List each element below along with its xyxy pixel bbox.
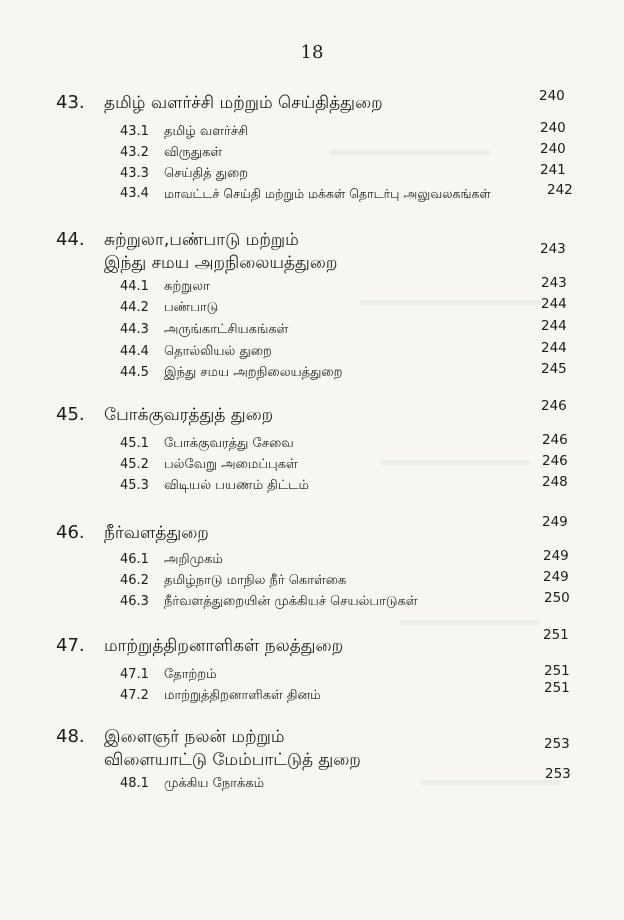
item-number: 43.3	[120, 166, 149, 181]
item-title: போக்குவரத்து சேவை	[164, 436, 294, 451]
item-number: 43.1	[120, 124, 149, 139]
section-title	[104, 522, 209, 545]
item-title: தமிழ் வளர்ச்சி	[164, 124, 249, 139]
item-page: 246	[542, 453, 568, 469]
item-page: 245	[541, 361, 567, 377]
toc-item	[120, 766, 580, 798]
toc-item	[120, 453, 580, 479]
item-number: 45.2	[120, 457, 149, 472]
toc-item	[120, 182, 580, 208]
section-title	[104, 229, 337, 275]
section-number: 43.	[56, 92, 85, 113]
section-page: 246	[541, 398, 567, 414]
toc-item	[120, 663, 580, 689]
item-title: முக்கிய நோக்கம்	[164, 776, 265, 791]
toc-item	[120, 162, 580, 188]
section-number: 47.	[56, 635, 85, 656]
item-page: 244	[541, 296, 567, 312]
item-number: 44.3	[120, 322, 149, 337]
section-title	[104, 404, 273, 427]
item-number: 44.1	[120, 279, 149, 294]
section-number: 44.	[56, 229, 85, 250]
item-title: சுற்றுலா	[164, 279, 210, 294]
item-title: மாற்றுத்திறனாளிகள் தினம்	[164, 688, 321, 703]
item-title: அருங்காட்சியகங்கள்	[164, 322, 289, 337]
item-number: 48.1	[120, 776, 149, 791]
toc-item	[120, 296, 580, 322]
item-number: 47.1	[120, 667, 149, 682]
section-page: 240	[539, 88, 565, 104]
item-page: 249	[543, 569, 569, 585]
section-title-line: மாற்றுத்திறனாளிகள் நலத்துறை	[104, 636, 344, 656]
section-title-line: நீர்வளத்துறை	[104, 523, 209, 543]
item-page: 240	[540, 141, 566, 157]
toc-item	[120, 548, 580, 574]
section-title-line: தமிழ் வளர்ச்சி மற்றும் செய்தித்துறை	[104, 93, 383, 113]
item-title: செய்தித் துறை	[164, 166, 249, 181]
toc-item	[120, 680, 580, 710]
item-page: 251	[544, 663, 570, 679]
item-number: 45.3	[120, 478, 149, 493]
toc-item	[120, 318, 580, 344]
item-title: மாவட்டச் செய்தி மற்றும் மக்கள் தொடர்பு அலுவலகங்கள்	[164, 186, 491, 201]
toc-item	[120, 590, 580, 616]
item-page: 244	[541, 318, 567, 334]
item-page: 248	[542, 474, 568, 490]
item-page: 250	[544, 590, 570, 606]
item-title: விடியல் பயணம் திட்டம்	[164, 478, 309, 493]
section-number: 48.	[56, 726, 85, 747]
page-number: 18	[300, 42, 324, 63]
section-page: 253	[544, 736, 570, 752]
section-title-line: சுற்றுலா,பண்பாடு மற்றும்	[104, 230, 299, 250]
item-title: பண்பாடு	[164, 300, 219, 315]
item-page: 243	[541, 275, 567, 291]
item-number: 47.2	[120, 688, 149, 703]
item-number: 44.4	[120, 344, 149, 359]
item-title: விருதுகள்	[164, 145, 223, 160]
section-title	[104, 726, 361, 772]
section-number: 45.	[56, 404, 85, 425]
item-number: 45.1	[120, 436, 149, 451]
toc-item	[120, 120, 580, 146]
item-title: தோற்றம்	[164, 667, 217, 682]
item-page: 242	[547, 182, 573, 198]
section-title-line: போக்குவரத்துத் துறை	[104, 405, 274, 425]
item-page: 240	[540, 120, 566, 136]
section-title-line: இளைஞர் நலன் மற்றும்	[104, 727, 285, 747]
toc-item	[120, 340, 580, 366]
item-number: 43.4	[120, 186, 149, 201]
section-title	[104, 92, 383, 115]
item-title: பல்வேறு அமைப்புகள்	[164, 457, 298, 472]
item-title: இந்து சமய அறநிலையத்துறை	[164, 365, 343, 380]
section-title	[104, 635, 343, 658]
item-title: தமிழ்நாடு மாநில நீர் கொள்கை	[164, 573, 347, 588]
item-page: 249	[543, 548, 569, 564]
toc-item	[120, 569, 580, 595]
item-page: 251	[544, 680, 570, 696]
item-number: 46.2	[120, 573, 149, 588]
item-number: 46.1	[120, 552, 149, 567]
item-title: தொல்லியல் துறை	[164, 344, 272, 359]
toc-item	[120, 141, 580, 167]
item-page: 241	[540, 162, 566, 178]
section-page: 249	[542, 514, 568, 530]
section-title-line: விளையாட்டு மேம்பாட்டுத் துறை	[104, 749, 361, 770]
item-number: 44.5	[120, 365, 149, 380]
item-page: 244	[541, 340, 567, 356]
toc-item	[120, 474, 580, 500]
item-number: 44.2	[120, 300, 149, 315]
item-page: 253	[545, 766, 571, 782]
item-title: நீர்வளத்துறையின் முக்கியச் செயல்பாடுகள்	[164, 594, 418, 609]
section-page: 243	[540, 241, 566, 257]
item-number: 43.2	[120, 145, 149, 160]
item-number: 46.3	[120, 594, 149, 609]
toc-item	[120, 275, 580, 301]
toc-item	[120, 361, 580, 387]
item-title: அறிமுகம்	[164, 552, 223, 567]
item-page: 246	[542, 432, 568, 448]
toc-item	[120, 432, 580, 458]
section-page: 251	[543, 627, 569, 643]
section-title-line: இந்து சமய அறநிலையத்துறை	[104, 252, 338, 273]
section-number: 46.	[56, 522, 85, 543]
